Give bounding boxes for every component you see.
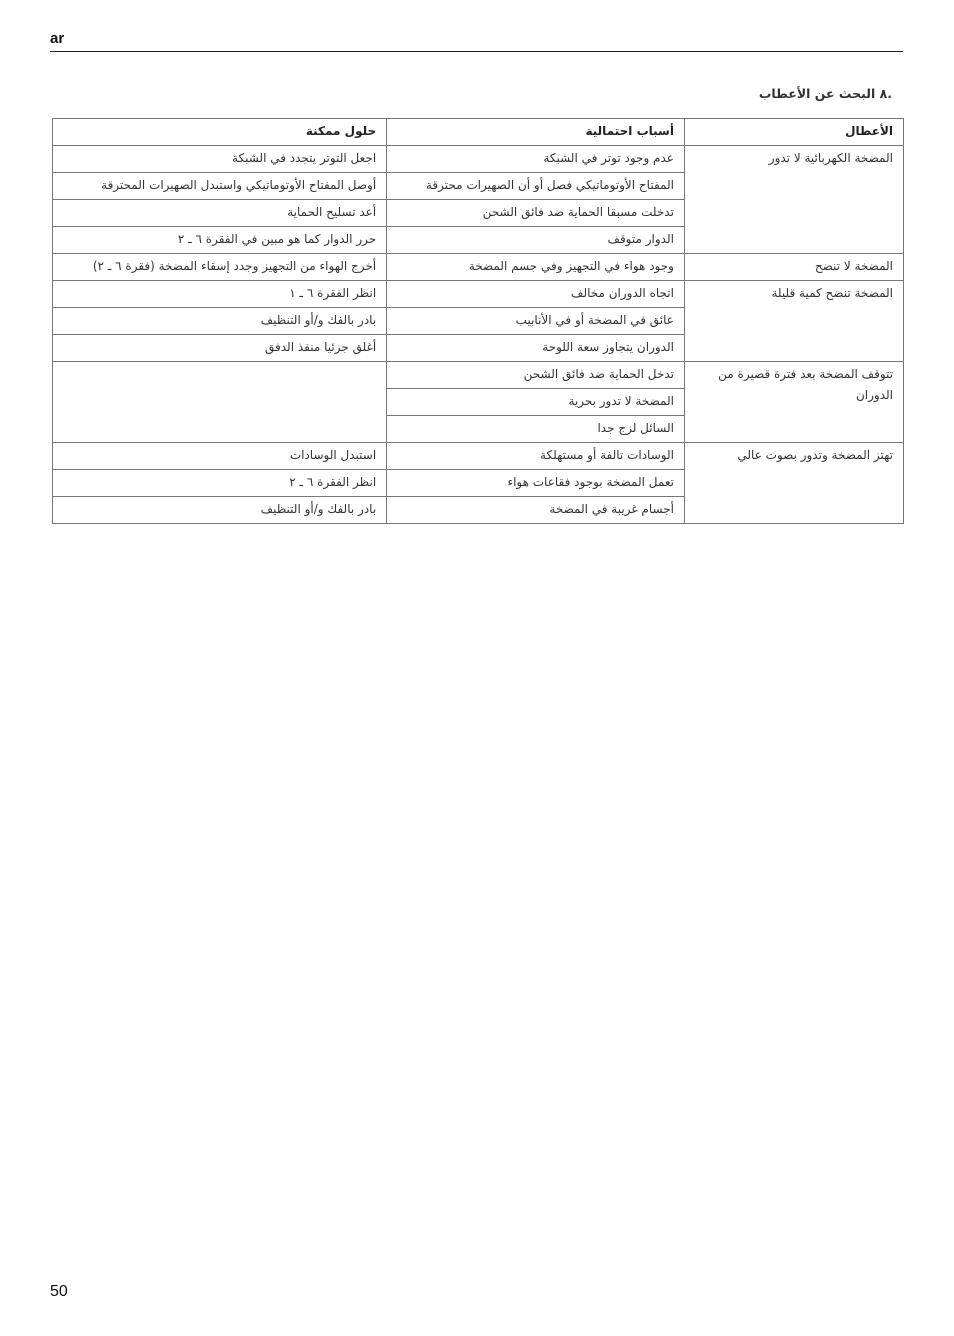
page-number: 50 (50, 1283, 68, 1300)
section-title: .٨ البحث عن الأعطاب (758, 86, 892, 101)
solution-cell: أوصل المفتاح الأوتوماتيكي واستبدل الصهيرات المحترقة (53, 173, 387, 200)
cause-cell: تعمل المضخة بوجود فقاعات هواء (387, 470, 685, 497)
cause-cell: الدوران يتجاوز سعة اللوحة (387, 335, 685, 362)
column-header-causes: أسباب احتمالية (387, 119, 685, 146)
fault-cell: تهتز المضخة وتدور بصوت عالي (684, 443, 903, 524)
table-row (53, 281, 904, 308)
table-row (53, 362, 904, 389)
cause-cell: اتجاه الدوران مخالف (387, 281, 685, 308)
solution-cell (53, 362, 387, 443)
cause-cell: المضخة لا تدور بحرية (387, 389, 685, 416)
table-row (53, 146, 904, 173)
fault-cell: المضخة تنضح كمية قليلة (684, 281, 903, 362)
cause-cell: تدخلت مسبقا الحماية ضد فائق الشحن (387, 200, 685, 227)
fault-cell: تتوقف المضخة بعد فترة قصيرة من الدوران (684, 362, 903, 443)
column-header-faults: الأعطال (684, 119, 903, 146)
cause-cell: عائق في المضخة أو في الأنابيب (387, 308, 685, 335)
solution-cell: أعد تسليح الحماية (53, 200, 387, 227)
solution-cell: حرر الدوار كما هو مبين في الفقرة ٦ ـ ٢ (53, 227, 387, 254)
fault-cell: المضخة لا تنضح (684, 254, 903, 281)
cause-cell: عدم وجود توتر في الشبكة (387, 146, 685, 173)
cause-cell: الدوار متوقف (387, 227, 685, 254)
solution-cell: اجعل التوتر يتجدد في الشبكة (53, 146, 387, 173)
solution-cell: أخرج الهواء من التجهيز وجدد إسقاء المضخة (فقرة ٦ ـ ٢) (53, 254, 387, 281)
table-row (53, 443, 904, 470)
solution-cell: أغلق جزئيا منفذ الدفق (53, 335, 387, 362)
cause-cell: تدخل الحماية ضد فائق الشحن (387, 362, 685, 389)
column-header-solutions: حلول ممكنة (53, 119, 387, 146)
solution-cell: انظر الفقرة ٦ ـ ٢ (53, 470, 387, 497)
troubleshooting-table (52, 118, 904, 524)
solution-cell: بادر بالفك و/أو التنظيف (53, 497, 387, 524)
table-header-row (53, 119, 904, 146)
fault-cell: المضخة الكهربائية لا تدور (684, 146, 903, 254)
solution-cell: بادر بالفك و/أو التنظيف (53, 308, 387, 335)
cause-cell: السائل لزج جدا (387, 416, 685, 443)
header-rule (50, 51, 903, 52)
solution-cell: انظر الفقرة ٦ ـ ١ (53, 281, 387, 308)
language-code: ar (50, 30, 65, 47)
cause-cell: الوسادات تالفة أو مستهلكة (387, 443, 685, 470)
cause-cell: وجود هواء في التجهيز وفي جسم المضخة (387, 254, 685, 281)
table-row (53, 254, 904, 281)
cause-cell: المفتاح الأوتوماتيكي فصل أو أن الصهيرات محترقة (387, 173, 685, 200)
cause-cell: أجسام غريبة في المضخة (387, 497, 685, 524)
solution-cell: استبدل الوسادات (53, 443, 387, 470)
